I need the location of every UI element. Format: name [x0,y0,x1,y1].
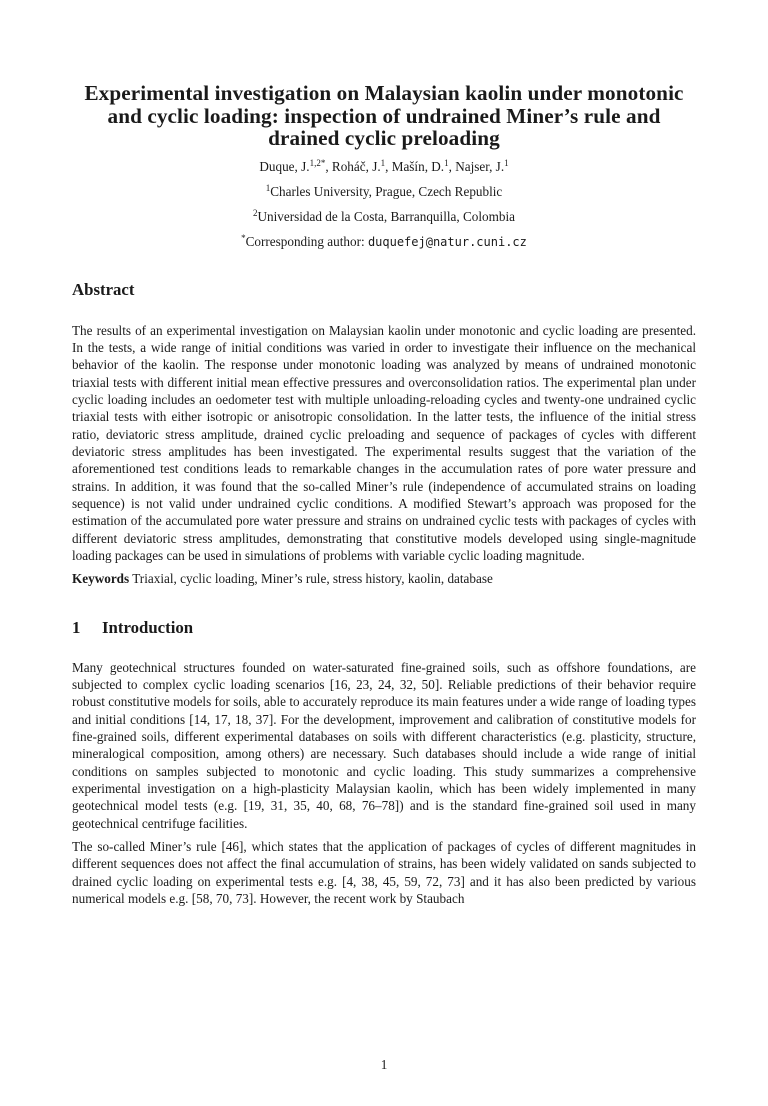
corresponding-author: *Corresponding author: duquefej@natur.cuni.cz [241,232,527,249]
author: Duque, J.$^{1,2*}$, [259,157,332,174]
author: Najser, J.$^1$ [455,157,509,174]
author: Mašín, D.$^1$, [391,157,456,174]
abstract-heading: Abstract [72,279,135,299]
keywords [72,570,696,587]
abstract-text: The results of an experimental investigation on Malaysian kaolin under monotonic and cyclic loading are presented. In the tests, a wide range of initial conditions was varied in order to investigate their influence on the mechanical behavior of the kaolin. The response under monotonic loading was analyzed by means of undrained monotonic triaxial tests with different initial mean effective pressures and overconsolidation ratios. The experimental plan under cyclic loading includes an oedometer test with multiple unloading-reloading cycles and twenty-one undrained cyclic triaxial tests with either isotropic or anisotropic consolidation. In the latter tests, the influence of the initial stress ratio, deviatoric stress amplitude, drained cyclic preloading and sequence of packages of cycles with different deviatoric stress amplitudes has been investigated. The experimental results suggest that the variation of the aforementioned test conditions leads to remarkable changes in the accumulation rates of pore water pressure and strains. In addition, it was found that the so-called Miner’s rule (independence of accumulated strains on loading sequence) is not valid under undrained cyclic conditions. A modified Stewart’s approach was proposed for the estimation of the accumulated pore water pressure and strains on undrained cyclic tests with packages of cycles with different deviatoric stress amplitudes, demonstrating that constitutive models developed using single-magnitude loading packages can be used in simulations of problems with variable cyclic loading magnitude. [72,322,696,563]
keywords-list: Triaxial, cyclic loading, Miner’s rule, stress history, kaolin, database [132,571,493,587]
page-number: 1 [380,1057,388,1072]
paper-page [0,82,768,1106]
section-title: Introduction [102,617,194,637]
paragraph: Many geotechnical structures founded on water-saturated fine-grained soils, such as offshore foundations, are subjected to complex cyclic loading scenarios [16, 23, 24, 32, 50]. Reliable predictions of their behavior require robust constitutive models for soils, able to accurately reproduce its main features under a wide range of loading types and initial conditions [14, 17, 18, 37]. For the development, improvement and calibration of constitutive models for fine-grained soils, different experimental databases on soils with different characteristics (e.g. plasticity, structure, mineralogical composition, among others) are necessary. Such databases should include a wide range of initial conditions on samples subjected to monotonic and cyclic loading. This study summarizes a comprehensive experimental investigation on a high-plasticity Malaysian kaolin, which has been widely implemented in many geotechnical model tests (e.g. [19, 31, 35, 40, 68, 76–78]) and is the standard fine-grained soil used in many geotechnical centrifuge facilities. [72,659,696,831]
author: Roháč, J.$^1$, [331,157,392,174]
section-heading [72,618,696,638]
section-number: 1 [72,617,81,637]
affiliation: $^1$Charles University, Prague, Czech Republic [265,182,503,199]
email-address: duquefej@natur.cuni.cz [367,234,527,249]
keywords-label: Keywords [72,571,130,587]
affiliation: $^2$Universidad de la Costa, Barranquilla, Colombia [253,207,515,224]
author-list [72,159,696,175]
paper-title: Experimental investigation on Malaysian kaolin under monotonic and cyclic loading: inspection of undrained Miner’s rule and drained cyclic preloading [84,81,684,150]
paragraph: The so-called Miner’s rule [46], which states that the application of packages of cycles of different magnitudes in different sequences does not affect the final accumulation of strains, has been widely validated on sands subjected to drained cyclic loading on experimental tests e.g. [4, 38, 45, 59, 72, 73] and it has also been predicted by various numerical models e.g. [58, 70, 73]. However, the recent work by Staubach [72,839,696,907]
